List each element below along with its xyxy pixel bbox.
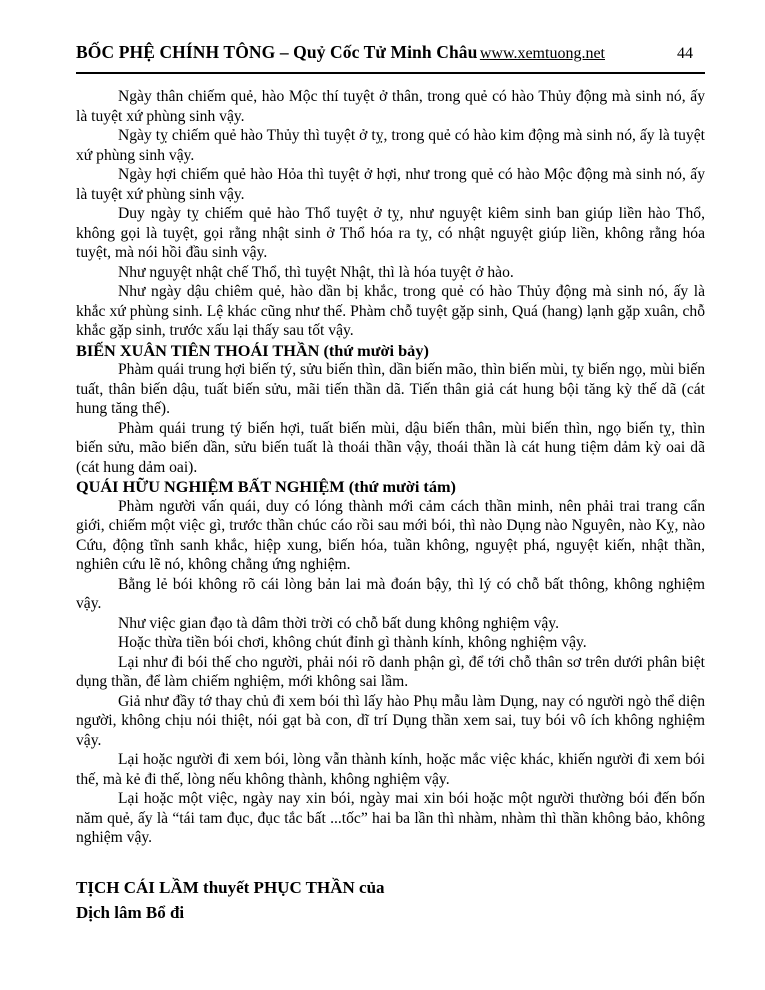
paragraph: Hoặc thừa tiền bói chơi, không chút đỉnh gì thành kính, không nghiệm vậy.	[118, 634, 587, 651]
document-footer	[76, 875, 705, 925]
paragraph: Lại hoặc một việc, ngày nay xin bói, ngày mai xin bói hoặc một người thường bói đến bốn năm quẻ, ấy là “tái tam đục, đục tắc bất ...tốc” hai ba lần thì nhàm, nhàm thì thần không bảo, không nghiệm vậy.	[76, 790, 705, 846]
document-body	[76, 87, 705, 848]
paragraph: Như nguyệt nhật chế Thổ, thì tuyệt Nhật, thì là hóa tuyệt ở hào.	[118, 263, 514, 281]
footer-title-line-1: TỊCH CÁI LẦM thuyết PHỤC THẦN của	[76, 877, 385, 897]
paragraph: Phàm quái trung hợi biến tý, sửu biến thìn, dần biến mão, thìn biến mùi, tỵ biến ngọ, mùi biến tuất, thân biến dậu, tuất biến sửu, mãi tiến thần dã. Tiến thân giả cát hung bội tăng kỳ thế dã (cát hung tăng thế).	[76, 361, 705, 417]
footer-title-line-2: Dịch lâm Bổ đi	[76, 902, 185, 922]
header-title: BỐC PHỆ CHÍNH TÔNG – Quỷ Cốc Tử Minh Châu	[76, 42, 478, 62]
paragraph: Ngày thân chiếm quẻ, hào Mộc thí tuyệt ở thân, trong quẻ có hào Thủy động mà sinh nó, ấy là tuyệt xứ phùng sinh vậy.	[76, 88, 705, 125]
paragraph: Phàm người vấn quái, duy có lóng thành mới cảm cách thần minh, nên phải trai trang cẩn giới, chiếm một việc gì, trước thần chúc cáo rồi sau mới bói, thì nào Dụng nào Nguyên, nào Kỵ, nào Cứu, động tĩnh sanh khắc, hiệp xung, biến hóa, tuần không, nguyệt phá, nguyệt kiến, nhật thần, nghiên cứu lẽ nó, không chẳng ứng nghiệm.	[76, 497, 705, 573]
paragraph: Như ngày dậu chiêm quẻ, hào dần bị khắc, trong quẻ có hào Thủy động mà sinh nó, ấy là khắc xứ phùng sinh. Lệ khác cũng như thế. Phàm chỗ tuyệt gặp sinh, Quá (hang) lạnh gặp xuân, chỗ khắc gặp sinh, trước xấu lại thấy sau tốt vậy.	[76, 283, 705, 339]
section-heading: QUÁI HỮU NGHIỆM BẤT NGHIỆM (thứ mười tám)	[76, 477, 456, 496]
paragraph: Lại như đi bói thế cho người, phải nói rõ danh phận gì, để tới chỗ thân sơ trên dưới phân biệt dụng thần, để làm chiếm nghiệm, mới không sai lầm.	[76, 653, 705, 690]
paragraph: Giả như đầy tớ thay chủ đi xem bói thì lấy hào Phụ mẫu làm Dụng, nay có người ngò thể diện người, không chịu nói thiệt, nói gạt bà con, dĩ trí Dụng thần xem sai, tuy bói vô ích không nghiệm vậy.	[76, 692, 705, 749]
paragraph: Ngày tỵ chiếm quẻ hào Thủy thì tuyệt ở tỵ, trong quẻ có hào kim động mà sinh nó, ấy là tuyệt xứ phùng sinh vậy.	[76, 127, 705, 164]
paragraph: Duy ngày tỵ chiếm quẻ hào Thổ tuyệt ở tỵ, như nguyệt kiêm sinh ban giúp liền hào Thổ, không gọi là tuyệt, gọi rằng nhật sinh ở Thổ hóa ra tỵ, có nhật nguyệt giúp liền, không rằng hóa tuyệt, mà nói hồi đầu sinh vậy.	[76, 205, 705, 261]
paragraph: Như việc gian đạo tà dâm thời trời có chỗ bất dung không nghiệm vậy.	[118, 614, 559, 632]
paragraph: Phàm quái trung tý biến hợi, tuất biến mùi, dậu biến thân, mùi biến thìn, ngọ biến tỵ, thìn biến sửu, mão biến dần, sửu biến tuất là thoái thần vậy, thoái thần là cát hung tiệm dảm kỳ oai dã (cát hung dảm oai).	[76, 419, 705, 476]
paragraph: Bằng lẻ bói không rõ cái lòng bản lai mà đoán bậy, thì lý có chỗ bất thông, không nghiệm vậy.	[76, 575, 705, 612]
header-url-link[interactable]: www.xemtuong.net	[479, 45, 605, 62]
paragraph: Lại hoặc người đi xem bói, lòng vẫn thành kính, hoặc mắc việc khác, khiến người đi xem bói thế, mà kẻ đi thế, lòng nếu không thành, không nghiệm vậy.	[76, 751, 705, 788]
section-heading: BIẾN XUÂN TIÊN THOÁI THẦN (thứ mười bảy)	[76, 340, 429, 360]
page-header	[76, 42, 705, 74]
header-page-number: 44	[677, 45, 693, 62]
paragraph: Ngày hợi chiếm quẻ hào Hỏa thì tuyệt ở hợi, như trong quẻ có hào Mộc động mà sinh nó, ấy là tuyệt xứ phùng sinh vậy.	[76, 166, 705, 203]
